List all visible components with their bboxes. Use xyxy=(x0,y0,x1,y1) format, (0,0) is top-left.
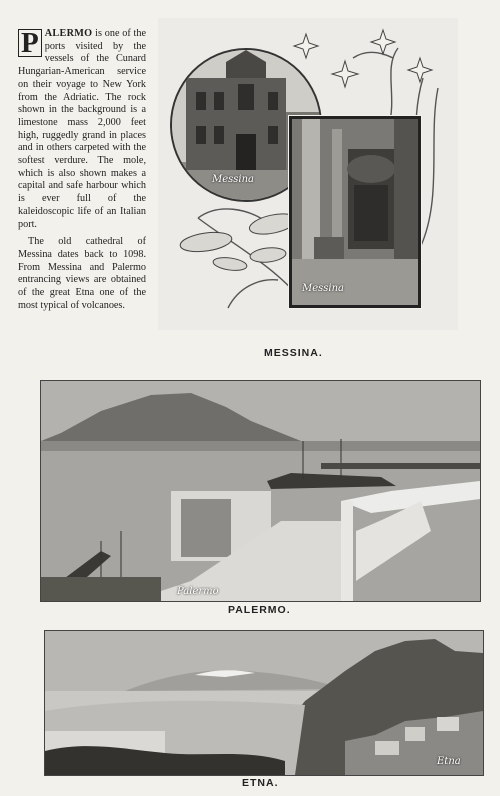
lead-word: ALERMO xyxy=(44,28,93,39)
etna-photo-label: Etna xyxy=(437,756,461,767)
etna-landscape-photo xyxy=(44,630,484,776)
palermo-photo-label: Palermo xyxy=(177,586,219,597)
messina-caption: MESSINA. xyxy=(264,347,323,359)
intro-text xyxy=(18,28,146,317)
cathedral-interior-image xyxy=(292,119,418,305)
etna-landscape-image xyxy=(45,631,483,775)
messina-cathedral-photo xyxy=(289,116,421,308)
vignette-label: Messina xyxy=(212,174,255,185)
etna-caption: ETNA. xyxy=(242,777,279,789)
palermo-caption: PALERMO. xyxy=(228,604,291,616)
inset-label: Messina xyxy=(302,283,345,294)
intro-paragraph-1 xyxy=(18,28,146,231)
palermo-harbour-image xyxy=(41,381,480,601)
intro-paragraph-2: The old cathedral of Messina dates back to 1098. From Messina and Palermo entrancing views are obtained of the great Etna one of the most typical of volcanoes. xyxy=(18,236,146,311)
paragraph-1-text: is one of the ports visited by the vessels of the Cunard Hungarian-American service on their voyage to New York from the Adriatic. The rock shown in the background is a limestone mass 2,000 feet high, ruggedly grand in places and in others carpeted with the softest verdure. The mole, which is also shown makes a capital and safe harbour which is ever full of the kaleidoscopic life of an Italian port. xyxy=(18,28,146,230)
drop-cap: P xyxy=(18,29,42,57)
palermo-harbour-photo xyxy=(40,380,481,602)
